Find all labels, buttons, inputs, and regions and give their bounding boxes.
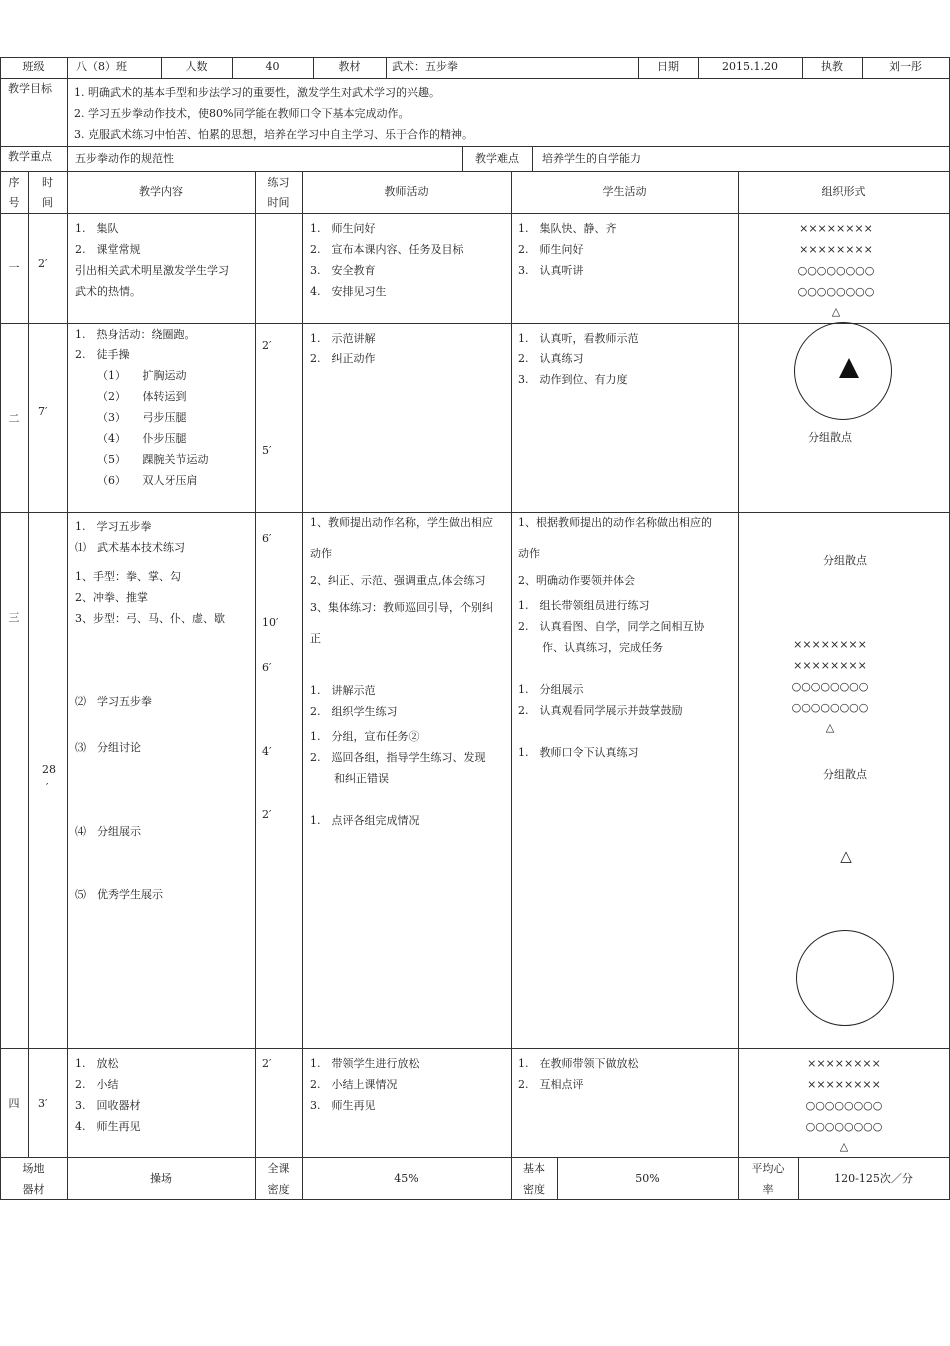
sec3-teacher: 2、纠正、示范、强调重点,体会练习 [310,574,486,587]
sec3-student: 作、认真练习，完成任务 [542,641,663,654]
sec3-content: 1. 学习五步拳 [75,520,152,533]
sec2-teacher: 1. 示范讲解 [310,332,376,345]
sec3-content: ⑷ 分组展示 [75,825,141,838]
total-density-label-2: 密度 [267,1183,290,1196]
col-practice-1: 练习 [267,176,290,189]
goals-label: 教学目标 [8,82,52,95]
formation-x-row: ×××××××× [799,243,873,256]
basic-density-label-1: 基本 [523,1162,545,1175]
col-teacher: 教师活动 [384,185,429,198]
sec2-content: （6） 双人牙压肩 [97,474,198,487]
sec1-student: 1. 集队快、静、齐 [518,222,617,235]
sec4-student: 2. 互相点评 [518,1078,584,1091]
sec3-student: 1、根据教师提出的动作名称做出相应的 [518,516,712,529]
goal-item: 1. 明确武术的基本手型和步法学习的重要性，激发学生对武术学习的兴趣。 [74,86,440,99]
sec3-teacher: 和纠正错误 [334,772,389,785]
col-time-1: 时 [42,176,53,189]
sec3-content: ⑴ 武术基本技术练习 [75,541,185,554]
sec2-content: （2） 体转运到 [97,390,187,403]
sec4-content: 4. 师生再见 [75,1120,141,1133]
sec3-teacher: 3、集体练习：教师巡回引导，个别纠 [310,601,493,614]
count-label: 人数 [185,60,208,73]
sec1-student: 2. 师生问好 [518,243,584,256]
formation-x-row: ×××××××× [807,1057,881,1070]
group-circle [796,930,894,1026]
sec1-teacher: 1. 师生问好 [310,222,376,235]
sec2-content: （4） 仆步压腿 [97,432,187,445]
sec3-teacher: 1. 点评各组完成情况 [310,814,420,827]
key-point-value: 五步拳动作的规范性 [75,152,174,165]
sec3-content: 1、手型：拳、掌、勾 [75,570,181,583]
sec2-practice: 2′ [262,339,272,352]
sec4-content: 2. 小结 [75,1078,119,1091]
col-seq-1: 序 [8,176,20,189]
teacher-value: 刘一彤 [889,60,922,73]
heart-rate-value: 120-125次／分 [834,1172,913,1185]
sec2-content: （5） 踝腕关节运动 [97,453,209,466]
sec4-teacher: 2. 小结上课情况 [310,1078,398,1091]
sec3-content: ⑶ 分组讨论 [75,741,141,754]
sec4-content: 1. 放松 [75,1057,119,1070]
sec3-practice: 4′ [262,745,272,758]
sec1-teacher: 4. 安排见习生 [310,285,387,298]
sec2-content: （1） 扩胸运动 [97,369,187,382]
venue-label-2: 器材 [22,1183,45,1196]
total-density-value: 45% [394,1172,419,1185]
sec3-time-unit: ′ [46,781,49,794]
sec3-content: 3、步型：弓、马、仆、虚、歇 [75,612,225,625]
sec3-student: 2. 认真看图、自学，同学之间相互协 [518,620,705,633]
sec3-org-1: 分组散点 [823,554,867,567]
material-value: 武术：五步拳 [392,60,458,73]
sec1-content: 引出相关武术明星激发学生学习 [75,264,229,277]
total-density-label-1: 全课 [267,1162,290,1175]
sec4-student: 1. 在教师带领下做放松 [518,1057,639,1070]
formation-o-row: ○○○○○○○○ [797,285,875,298]
sec2-student: 3. 动作到位、有力度 [518,373,628,386]
formation-o-row: ○○○○○○○○ [797,264,875,277]
sec2-seq: 二 [8,412,20,425]
class-label: 班级 [22,60,45,73]
sec3-teacher: 2. 组织学生练习 [310,705,398,718]
sec3-content: ⑸ 优秀学生展示 [75,888,163,901]
sec3-practice: 6′ [262,532,272,545]
sec2-student: 1. 认真听，看教师示范 [518,332,639,345]
sec2-content: 1. 热身活动：绕圈跑。 [75,328,196,341]
sec2-teacher: 2. 纠正动作 [310,352,376,365]
formation-x-row: ×××××××× [807,1078,881,1091]
heart-rate-label-2: 率 [762,1183,774,1196]
sec2-student: 2. 认真练习 [518,352,584,365]
sec1-teacher: 2. 宣布本课内容、任务及目标 [310,243,464,256]
count-value: 40 [265,60,280,73]
formation-o-row: ○○○○○○○○ [791,680,869,693]
sec3-student: 2、明确动作要领并体会 [518,574,635,587]
date-value: 2015.1.20 [722,60,778,73]
sec3-student: 2. 认真观看同学展示并鼓掌鼓励 [518,704,683,717]
col-practice-2: 时间 [267,196,290,209]
formation-x-row: ×××××××× [793,638,867,651]
sec1-content: 武术的热情。 [75,285,141,298]
sec4-time: 3′ [38,1097,48,1110]
triangle-icon: △ [831,305,841,318]
sec2-time: 7′ [38,405,48,418]
sec1-student: 3. 认真听讲 [518,264,584,277]
sec3-content: ⑵ 学习五步拳 [75,695,152,708]
sec3-teacher: 1. 讲解示范 [310,684,376,697]
sec4-seq: 四 [8,1097,20,1110]
venue-label-1: 场地 [22,1162,45,1175]
sec4-content: 3. 回收器材 [75,1099,141,1112]
col-student: 学生活动 [602,185,647,198]
sec4-teacher: 1. 带领学生进行放松 [310,1057,420,1070]
triangle-icon: △ [825,721,835,734]
sec3-seq: 三 [8,611,20,624]
sec1-teacher: 3. 安全教育 [310,264,376,277]
triangle-icon: △ [839,1140,849,1153]
date-label: 日期 [657,60,679,73]
goal-item: 3. 克服武术练习中怕苦、怕累的思想，培养在学习中自主学习、乐于合作的精神。 [74,128,473,141]
basic-density-label-2: 密度 [523,1183,545,1196]
sec3-teacher: 动作 [310,547,332,560]
formation-x-row: ×××××××× [799,222,873,235]
sec3-student: 1. 分组展示 [518,683,584,696]
sec3-teacher: 正 [310,632,321,645]
sec4-teacher: 3. 师生再见 [310,1099,376,1112]
class-value: 八（8）班 [76,60,127,73]
sec3-student: 1. 教师口令下认真练习 [518,746,639,759]
sec3-time: 28 [42,763,56,776]
sec1-content: 2. 课堂常规 [75,243,141,256]
col-seq-2: 号 [8,196,20,209]
sec4-practice: 2′ [262,1057,272,1070]
sec3-practice: 10′ [262,616,279,629]
formation-o-row: ○○○○○○○○ [805,1120,883,1133]
sec3-student: 动作 [518,547,540,560]
goal-item: 2. 学习五步拳动作技术，使80%同学能在教师口令下基本完成动作。 [74,107,410,120]
sec1-content: 1. 集队 [75,222,119,235]
col-content: 教学内容 [139,185,183,198]
teacher-label: 执教 [821,60,843,73]
sec2-content: 2. 徒手操 [75,348,130,361]
sec3-student: 1. 组长带领组员进行练习 [518,599,650,612]
sec1-time: 2′ [38,257,48,270]
difficulty-value: 培养学生的自学能力 [542,152,641,165]
teacher-triangle-icon [839,358,859,378]
material-label: 教材 [338,60,361,73]
sec3-practice: 6′ [262,661,272,674]
formation-o-row: ○○○○○○○○ [805,1099,883,1112]
basic-density-value: 50% [635,1172,660,1185]
col-time-2: 间 [42,196,53,209]
sec2-content: （3） 弓步压腿 [97,411,187,424]
triangle-icon: △ [840,847,852,865]
key-point-label: 教学重点 [8,150,52,163]
heart-rate-label-1: 平均心 [751,1162,785,1175]
sec3-practice: 2′ [262,808,272,821]
sec3-teacher: 2. 巡回各组，指导学生练习、发现 [310,751,486,764]
venue-value: 操场 [150,1172,172,1185]
sec3-content: 2、冲拳、推掌 [75,591,148,604]
col-org: 组织形式 [821,185,866,198]
sec2-org: 分组散点 [808,431,852,444]
sec3-org-2: 分组散点 [823,768,867,781]
difficulty-label: 教学难点 [475,152,519,165]
sec2-practice: 5′ [262,444,272,457]
formation-o-row: ○○○○○○○○ [791,701,869,714]
sec1-seq: 一 [8,261,20,274]
sec3-teacher: 1. 分组，宣布任务② [310,730,420,743]
formation-x-row: ×××××××× [793,659,867,672]
sec3-teacher: 1、教师提出动作名称，学生做出相应 [310,516,493,529]
